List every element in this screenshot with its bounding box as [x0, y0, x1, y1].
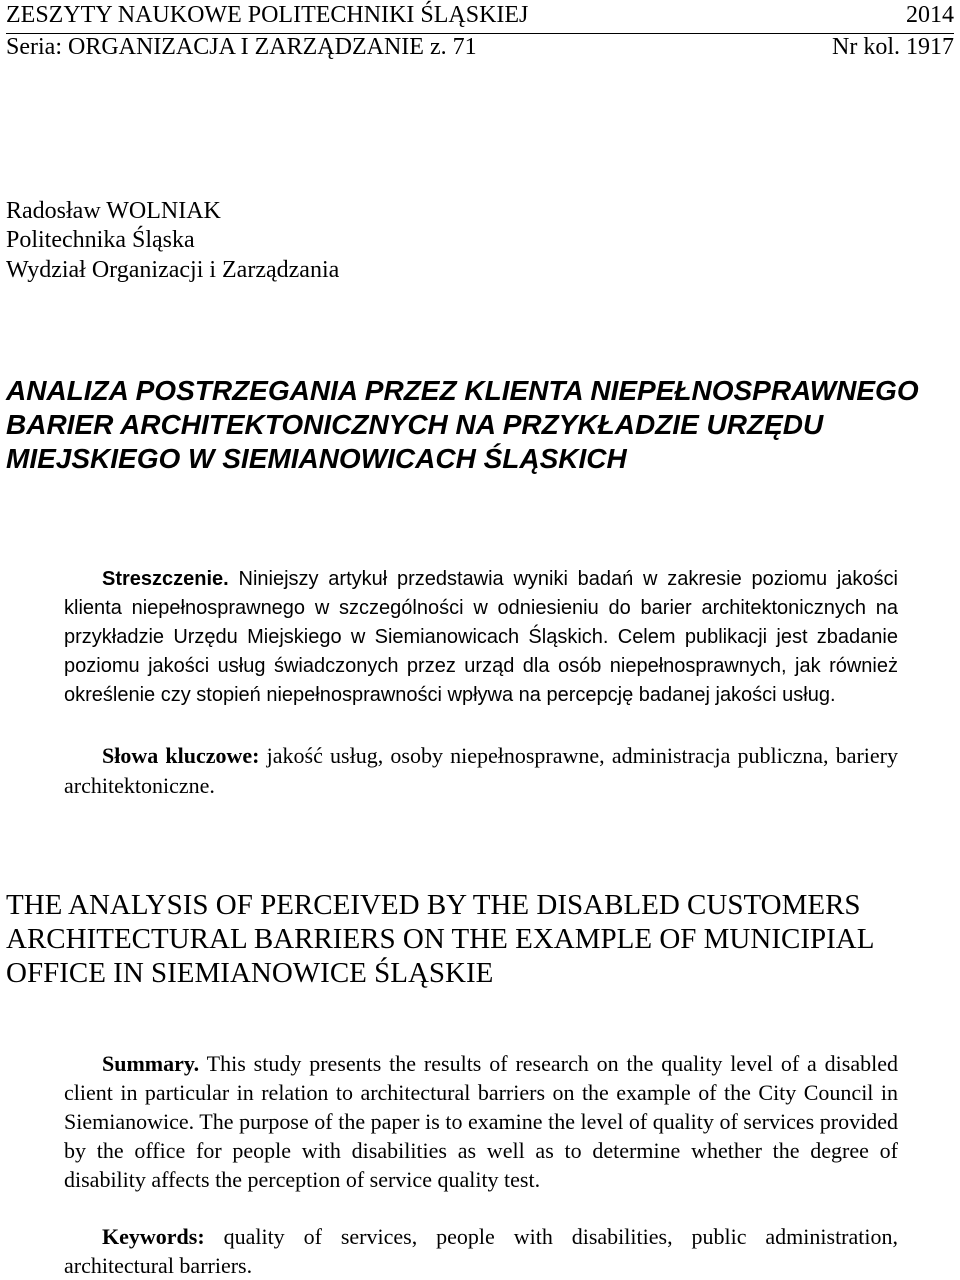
title-english: THE ANALYSIS OF PERCEIVED BY THE DISABLED CUSTOMERS ARCHITECTURAL BARRIERS ON THE EXAMPLE OF MUNICIPIAL OFFICE IN SIEMIANOWICE ŚLĄSKIE: [6, 889, 874, 989]
author-faculty: Wydział Organizacji i Zarządzania: [6, 257, 340, 283]
journal-name: ZESZYTY NAUKOWE POLITECHNIKI ŚLĄSKIEJ: [6, 2, 529, 28]
keywords-text: jakość usług, osoby niepełnosprawne, administracja publiczna, bariery architektoniczne.: [64, 743, 898, 798]
keywords-english: [64, 1222, 898, 1280]
keywords-polish: [64, 741, 898, 801]
keywords-en-label: Keywords:: [102, 1224, 205, 1249]
summary-label: Summary.: [102, 1051, 200, 1076]
author-name: Radosław WOLNIAK: [6, 198, 221, 224]
issue-number: Nr kol. 1917: [832, 34, 954, 60]
journal-year: 2014: [906, 2, 954, 28]
author-institution: Politechnika Śląska: [6, 227, 195, 253]
abstract-text: Niniejszy artykuł przedstawia wyniki badań w zakresie poziomu jakości klienta niepełnosprawnego w szczególności w odniesieniu do barier architektonicznych na przykładzie Urzędu Miejskiego w Siemianowicach Śląskich. Celem publikacji jest zbadanie poziomu jakości usług świadczonych przez urząd dla osób niepełnosprawnych, jak również określenie czy stopień niepełnosprawności wpływa na percepcję badanej jakości usług.: [64, 568, 898, 706]
title-polish: ANALIZA POSTRZEGANIA PRZEZ KLIENTA NIEPEŁNOSPRAWNEGO BARIER ARCHITEKTONICZNYCH NA PRZYKŁADZIE URZĘDU MIEJSKIEGO W SIEMIANOWICACH ŚLĄSKICH: [6, 375, 919, 474]
abstract-label: Streszczenie.: [102, 568, 229, 590]
series-name: Seria: ORGANIZACJA I ZARZĄDZANIE z. 71: [6, 34, 477, 60]
abstract-polish: [64, 565, 898, 710]
keywords-en-text: quality of services, people with disabilities, public administration, architectural barriers.: [64, 1224, 898, 1278]
keywords-label: Słowa kluczowe:: [102, 743, 260, 768]
summary-english: [64, 1049, 898, 1194]
summary-text: This study presents the results of research on the quality level of a disabled client in particular in relation to architectural barriers on the example of the City Council in Siemianowice. The purpose of the paper is to examine the level of quality of services provided by the office for people with disabilities as well as to determine whether the degree of disability affects the perception of service quality test.: [64, 1051, 898, 1192]
